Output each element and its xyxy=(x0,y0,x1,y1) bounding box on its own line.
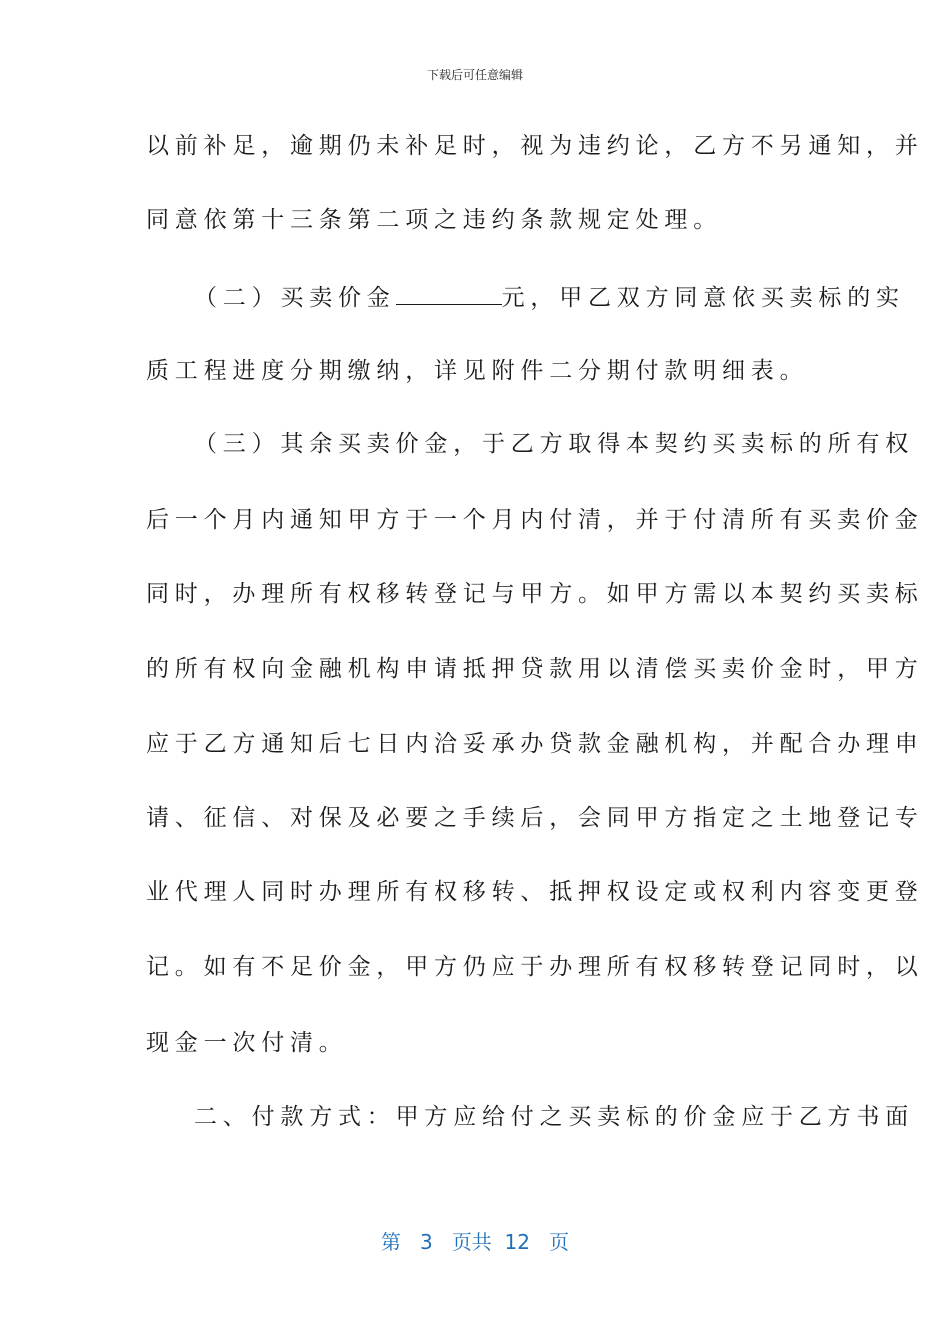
body-line-14: 二、付款方式：甲方应给付之买卖标的价金应于乙方书面 xyxy=(194,1104,914,1130)
body-line-2: 同意依第十三条第二项之违约条款规定处理。 xyxy=(146,207,722,233)
footer-suffix: 页 xyxy=(549,1230,570,1254)
body-line-11: 业代理人同时办理所有权移转、抵押权设定或权利内容变更登 xyxy=(146,879,924,905)
body-line-9: 应于乙方通知后七日内洽妥承办贷款金融机构，并配合办理申 xyxy=(146,731,924,757)
footer-middle: 页共 xyxy=(451,1230,492,1254)
page-header: 下载后可任意编辑 xyxy=(426,68,523,82)
body-line-4: 质工程进度分期缴纳，详见附件二分期付款明细表。 xyxy=(146,358,809,384)
price-blank xyxy=(396,282,502,305)
footer-prefix: 第 xyxy=(380,1230,401,1254)
body-line-12: 记。如有不足价金，甲方仍应于办理所有权移转登记同时，以 xyxy=(146,954,924,980)
body-line-5: （三）其余买卖价金，于乙方取得本契约买卖标的所有权 xyxy=(194,431,914,457)
footer-page-number: 3 xyxy=(420,1230,433,1254)
page-footer xyxy=(0,1226,950,1255)
clause-2-start: （二）买卖价金 xyxy=(194,285,396,311)
body-line-8: 的所有权向金融机构申请抵押贷款用以清偿买卖价金时，甲方 xyxy=(146,656,924,682)
body-line-1: 以前补足，逾期仍未补足时，视为违约论，乙方不另通知，并 xyxy=(146,133,924,159)
body-line-10: 请、征信、对保及必要之手续后，会同甲方指定之土地登记专 xyxy=(146,805,924,831)
body-line-3 xyxy=(194,282,905,313)
clause-2-end: 元，甲乙双方同意依买卖标的实 xyxy=(501,285,905,311)
footer-total-pages: 12 xyxy=(504,1230,530,1254)
body-line-6: 后一个月内通知甲方于一个月内付清，并于付清所有买卖价金 xyxy=(146,507,924,533)
body-line-13: 现金一次付清。 xyxy=(146,1030,348,1056)
body-line-7: 同时，办理所有权移转登记与甲方。如甲方需以本契约买卖标 xyxy=(146,581,924,607)
